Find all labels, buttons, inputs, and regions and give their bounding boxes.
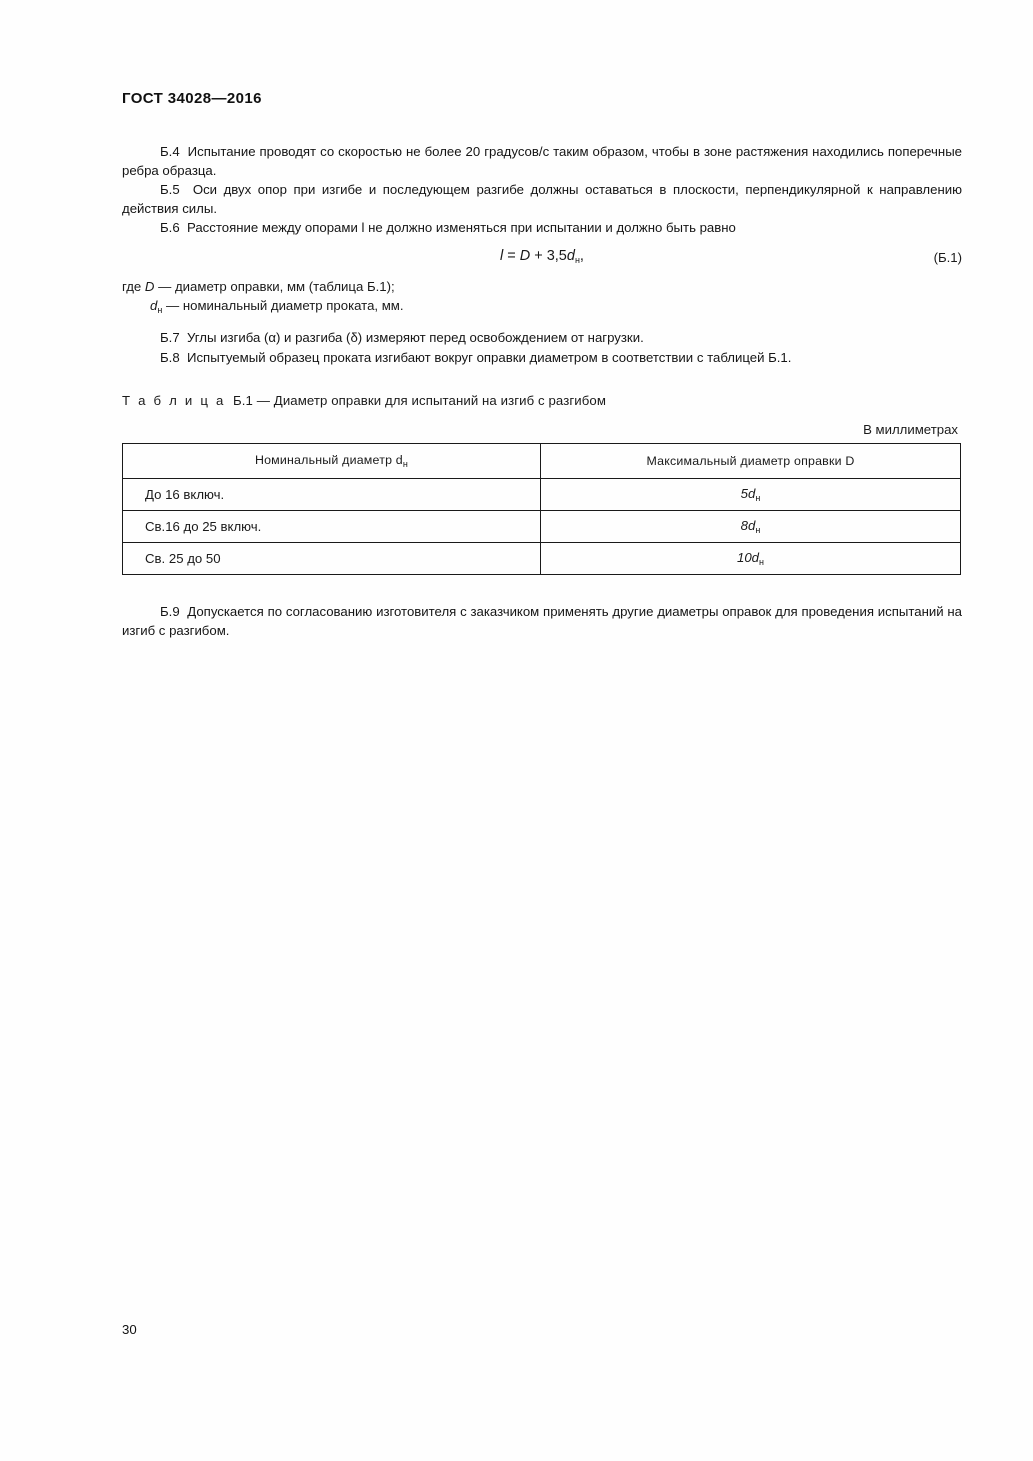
where-block <box>122 278 962 319</box>
clause-b8-number: Б.8 <box>160 349 180 365</box>
table-caption <box>122 393 962 408</box>
table-cell-mandrel-value: 5d <box>740 486 756 502</box>
table-cell-nominal-diameter: Св.16 до 25 включ. <box>123 511 541 543</box>
formula-term-symbol: d <box>566 247 575 264</box>
clause-b9-text: Допускается по согласованию изготовителя с заказчиком применять другие диаметры оправок для проведения испытаний на изгиб с разгибом. <box>122 604 963 638</box>
formula-trailing: , <box>579 247 584 264</box>
where-symbol-dn-subscript: н <box>157 304 163 315</box>
table-cell-mandrel-value: 10d <box>737 550 760 566</box>
formula-term-subscript: н <box>574 254 580 265</box>
page-number: 30 <box>122 1322 137 1337</box>
table-header-nominal-diameter <box>123 444 541 479</box>
clause-b5-number: Б.5 <box>160 182 180 198</box>
clause-b5-text: Оси двух опор при изгибе и последующем разгибе должны оставаться в плоскости, перпендикулярной к направлению действия силы. <box>122 182 962 216</box>
table-row <box>123 543 961 575</box>
table-cell-mandrel-value: 8d <box>740 518 756 534</box>
table-cell-mandrel-subscript: н <box>755 493 761 504</box>
clause-b7-number: Б.7 <box>160 330 180 346</box>
clause-b9 <box>122 603 962 640</box>
clause-b8 <box>122 349 962 368</box>
table-cell-mandrel-diameter <box>541 543 961 575</box>
table-units-note: В миллиметрах <box>863 422 958 438</box>
spacer <box>122 319 962 329</box>
clause-b6-number: Б.6 <box>160 220 180 236</box>
clause-b6 <box>122 219 962 238</box>
where-text-dn: — номинальный диаметр проката, мм. <box>166 297 404 313</box>
clause-b8-text: Испытуемый образец проката изгибают вокруг оправки диаметром в соответствии с таблицей Б.1. <box>186 349 792 365</box>
formula-b1 <box>500 248 584 265</box>
table-cell-mandrel-diameter <box>541 479 961 511</box>
page-content <box>122 90 962 642</box>
where-line-2 <box>122 297 962 320</box>
table-cell-mandrel-diameter <box>541 511 961 543</box>
table-header-mandrel-diameter <box>541 444 961 479</box>
mandrel-diameter-table <box>122 443 961 575</box>
formula-equals: = <box>507 247 516 264</box>
table-header-mandrel-diameter-text: Максимальный диаметр оправки D <box>646 454 855 469</box>
clause-b4-number: Б.4 <box>160 144 180 159</box>
table-cell-mandrel-subscript: н <box>755 525 761 536</box>
table-cell-nominal-diameter: Св. 25 до 50 <box>123 543 541 575</box>
where-lead: где <box>122 278 142 294</box>
clause-b4-text: Испытание проводят со скоростью не более 20 градусов/с таким образом, чтобы в зоне растяжения находились поперечные ребра образца. <box>122 144 963 178</box>
clause-b6-text: Расстояние между опорами l не должно изменяться при испытании и должно быть равно <box>186 220 736 236</box>
table-row <box>123 511 961 543</box>
clause-b9-number: Б.9 <box>160 604 180 620</box>
table-caption-label: Т а б л и ц а <box>122 393 226 409</box>
table-cell-mandrel-subscript: н <box>759 557 764 568</box>
table-header-row <box>123 444 961 479</box>
formula-left-symbol: l <box>500 247 504 264</box>
where-symbol-d: D <box>144 278 155 294</box>
formula-coefficient: 3,5 <box>546 247 567 264</box>
where-line-1 <box>122 278 962 297</box>
after-table-block <box>122 603 962 640</box>
table-cell-nominal-diameter: До 16 включ. <box>123 479 541 511</box>
where-text-d: — диаметр оправки, мм (таблица Б.1); <box>158 278 395 294</box>
formula-d-symbol: D <box>519 247 531 264</box>
table-caption-number: Б.1 <box>233 393 253 409</box>
table-row <box>123 479 961 511</box>
where-symbol-dn: d <box>150 297 158 313</box>
clause-b5 <box>122 181 962 218</box>
clause-b7-text: Углы изгиба (α) и разгиба (δ) измеряют перед освобождением от нагрузки. <box>186 330 644 346</box>
standard-header: ГОСТ 34028—2016 <box>122 90 262 107</box>
formula-plus: + <box>534 247 543 264</box>
table-caption-text: — Диаметр оправки для испытаний на изгиб с разгибом <box>256 393 606 409</box>
table-header-nominal-diameter-text: Номинальный диаметр d <box>254 453 403 468</box>
table-header-nominal-diameter-subscript: н <box>402 459 409 470</box>
clause-b4 <box>122 143 962 180</box>
clause-b7 <box>122 329 962 348</box>
formula-number: (Б.1) <box>933 249 962 265</box>
formula-b1-row <box>122 248 962 270</box>
